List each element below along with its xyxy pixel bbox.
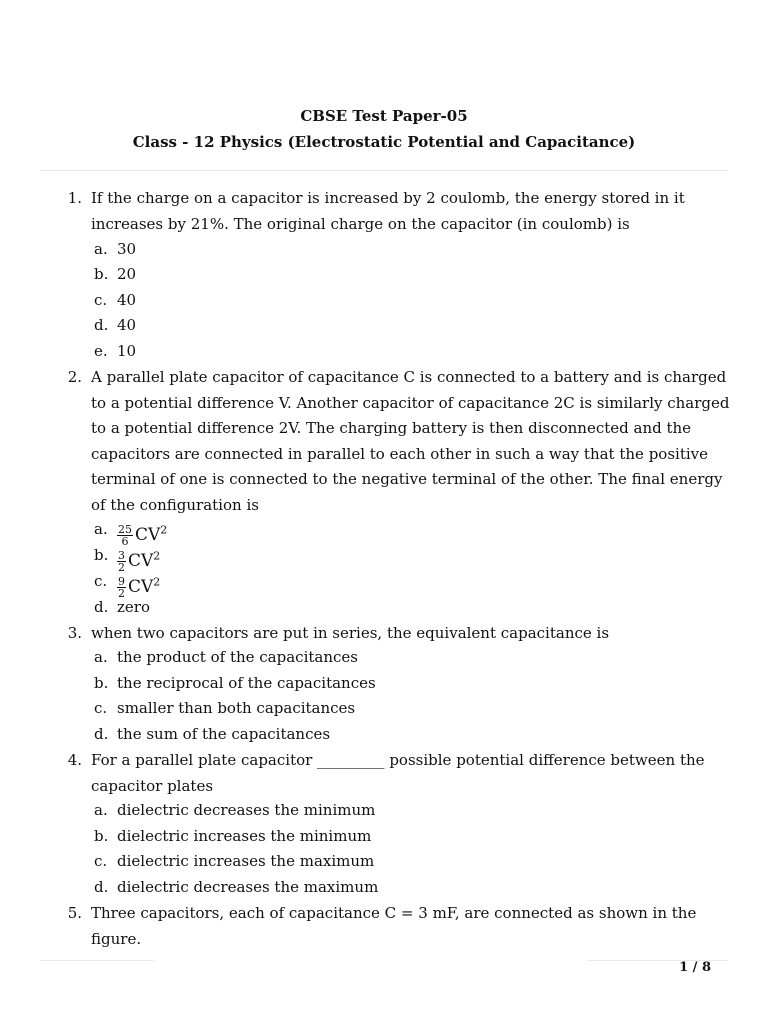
fraction-numerator: 25 xyxy=(118,523,132,537)
option-text: dielectric increases the minimum xyxy=(117,827,372,845)
option-letter: d. xyxy=(94,725,109,743)
option-text: 40 xyxy=(117,316,137,334)
fraction-denominator: 2 xyxy=(118,561,125,575)
fraction-denominator: 2 xyxy=(118,587,125,601)
header-divider xyxy=(40,170,728,171)
fraction-numerator: 9 xyxy=(118,575,125,589)
option-text: zero xyxy=(117,598,150,616)
option-text: the reciprocal of the capacitances xyxy=(117,674,376,692)
option-text: dielectric decreases the minimum xyxy=(117,801,376,819)
fraction-denominator: 6 xyxy=(121,535,129,549)
option-letter: b. xyxy=(94,265,109,283)
question-number: 2. xyxy=(67,368,82,386)
option-text: smaller than both capacitances xyxy=(117,699,356,717)
option-letter: d. xyxy=(94,598,109,616)
option-letter: e. xyxy=(94,342,108,360)
option-letter: c. xyxy=(94,852,108,870)
option-letter: c. xyxy=(94,572,108,590)
option-text: dielectric increases the maximum xyxy=(117,852,375,870)
option-letter: d. xyxy=(94,316,109,334)
formula-exponent: 2 xyxy=(153,575,161,588)
option-letter: a. xyxy=(94,648,108,666)
option-letter: a. xyxy=(94,801,108,819)
question-text: For a parallel plate capacitor _________ possible potential difference between the capacitor plates xyxy=(91,751,705,795)
option-text: dielectric decreases the maximum xyxy=(117,878,379,896)
formula-expression xyxy=(128,551,160,571)
option-text: 10 xyxy=(117,342,137,360)
option-letter: c. xyxy=(94,699,108,717)
question-number: 3. xyxy=(67,624,82,642)
question-text: when two capacitors are put in series, the equivalent capacitance is xyxy=(91,624,610,642)
option-text: 30 xyxy=(117,240,137,258)
question-text: A parallel plate capacitor of capacitance C is connected to a battery and is charged to a potential difference V. Another capacitor of capacitance 2C is similarly charged to a potential difference 2V. The charging battery is then disconnected and the capacitors are connected in parallel to each other in such a way that the positive terminal of one is connected to the negative terminal of the other. The final energy of the configuration is xyxy=(91,368,730,514)
question-number: 1. xyxy=(67,189,82,207)
question-text: If the charge on a capacitor is increased by 2 coulomb, the energy stored in it increases by 21%. The original charge on the capacitor (in coulomb) is xyxy=(91,189,685,233)
fraction-numerator: 3 xyxy=(118,549,125,563)
option-letter: d. xyxy=(94,878,109,896)
option-letter: b. xyxy=(94,546,109,564)
formula-expression xyxy=(128,577,160,597)
formula-exponent: 2 xyxy=(153,549,161,562)
option-letter: a. xyxy=(94,520,108,538)
formula-base: CV xyxy=(135,524,161,545)
option-letter: b. xyxy=(94,674,109,692)
question-number: 4. xyxy=(67,751,82,769)
option-letter: b. xyxy=(94,827,109,845)
option-text: 20 xyxy=(117,265,137,283)
page-number: 1 / 8 xyxy=(679,960,711,975)
question-text: Three capacitors, each of capacitance C = 3 mF, are connected as shown in the figure. xyxy=(91,904,697,948)
footer-divider-left xyxy=(40,960,154,961)
option-letter: c. xyxy=(94,291,108,309)
option-text: 40 xyxy=(117,291,137,309)
question-number: 5. xyxy=(67,904,82,922)
option-text: the product of the capacitances xyxy=(117,648,358,666)
option-letter: a. xyxy=(94,240,108,258)
page-subtitle: Class - 12 Physics (Electrostatic Potential and Capacitance) xyxy=(132,133,636,151)
formula-base: CV xyxy=(128,550,154,571)
formula-base: CV xyxy=(128,576,154,597)
formula-expression xyxy=(135,525,167,545)
formula-exponent: 2 xyxy=(160,523,168,536)
page-title: CBSE Test Paper-05 xyxy=(300,107,468,125)
option-text: the sum of the capacitances xyxy=(117,725,331,743)
